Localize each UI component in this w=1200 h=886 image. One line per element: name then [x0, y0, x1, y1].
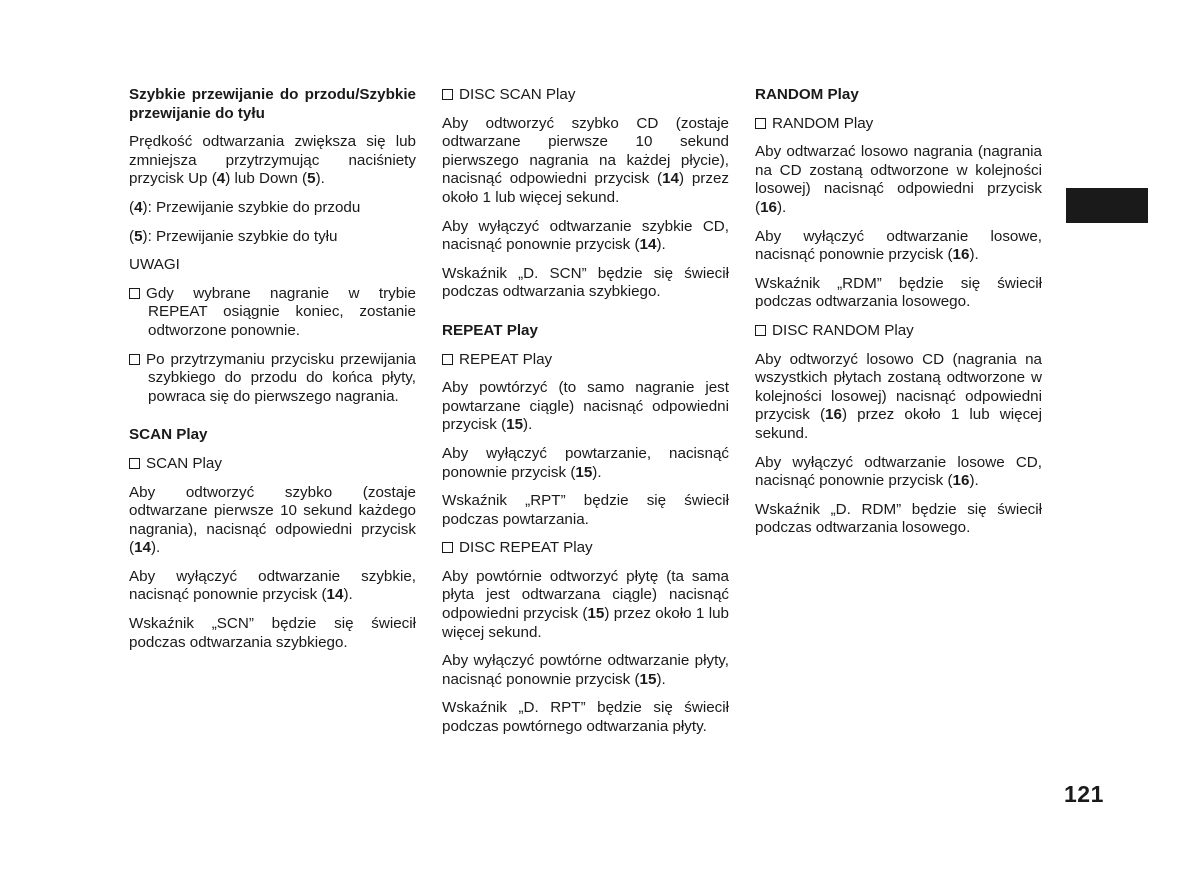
checkbox-bullet-icon	[755, 325, 766, 336]
bullet-text: Gdy wybrane nagranie w trybie REPEAT osiągnie koniec, zostanie odtworzone ponownie.	[146, 284, 416, 339]
paragraph: Aby wyłączyć odtwarzanie losowe CD, nacisnąć ponownie przycisk (16).	[755, 453, 1042, 490]
bullet-item	[129, 455, 416, 474]
paragraph: Aby wyłączyć odtwarzanie losowe, nacisnąć ponownie przycisk (16).	[755, 227, 1042, 264]
paragraph: Wskaźnik „SCN” będzie się świecił podczas odtwarzania szybkiego.	[129, 615, 416, 651]
paragraph: Prędkość odtwarzania zwiększa się lub zmniejsza przytrzymując naciśniety przycisk Up (4) lub Down (5).	[129, 133, 416, 188]
bullet-text: Po przytrzymaniu przycisku przewijania szybkiego do przodu do końca płyty, powraca się do pierwszego nagrania.	[146, 350, 416, 405]
paragraph: Aby wyłączyć powtarzanie, nacisnąć ponownie przycisk (15).	[442, 444, 729, 481]
checkbox-bullet-icon	[129, 354, 140, 365]
page-number: 121	[1064, 781, 1104, 807]
paragraph: Aby odtworzyć szybko CD (zostaje odtwarzane pierwsze 10 sekund pierwszego nagrania na każdej płycie), nacisnąć odpowiedni przycisk (14) przez około 1 lub więcej sekund.	[442, 114, 729, 206]
paragraph: Aby wyłączyć powtórne odtwarzanie płyty, nacisnąć ponownie przycisk (15).	[442, 652, 729, 688]
bullet-text: DISC REPEAT Play	[459, 539, 593, 557]
checkbox-bullet-icon	[442, 89, 453, 100]
paragraph: Wskaźnik „D. RPT” będzie się świecił podczas powtórnego odtwarzania płyty.	[442, 699, 729, 736]
checkbox-bullet-icon	[442, 354, 453, 365]
checkbox-bullet-icon	[442, 542, 453, 553]
paragraph: Aby odtwarzać losowo nagrania (nagrania na CD zostaną odtworzone w kolejności losowej) nacisnąć odpowiedni przycisk (16).	[755, 143, 1042, 216]
bullet-text: RANDOM Play	[772, 114, 874, 132]
paragraph: Aby wyłączyć odtwarzanie szybkie CD, nacisnąć ponownie przycisk (14).	[442, 217, 729, 254]
section-heading-scan-play: SCAN Play	[129, 426, 208, 444]
bullet-text: DISC SCAN Play	[459, 86, 576, 103]
paragraph: Wskaźnik „D. SCN” będzie się świecił podczas odtwarzania szybkiego.	[442, 264, 729, 301]
bullet-item	[442, 539, 729, 558]
chapter-tab-marker	[1066, 188, 1148, 223]
paragraph: Wskaźnik „D. RDM” będzie się świecił podczas odtwarzania losowego.	[755, 500, 1042, 537]
paragraph: (5): Przewijanie szybkie do tyłu	[129, 227, 338, 245]
column-2	[442, 86, 729, 747]
bullet-text: REPEAT Play	[459, 350, 553, 368]
bullet-item	[129, 351, 416, 407]
notes-label: UWAGI	[129, 256, 180, 274]
section-heading-random-play: RANDOM Play	[755, 86, 859, 103]
paragraph: Wskaźnik „RDM” będzie się świecił podczas odtwarzania losowego.	[755, 274, 1042, 311]
section-heading-fast-forward-rewind: Szybkie przewijanie do przodu/Szybkie przewijanie do tyłu	[129, 86, 416, 122]
paragraph: Wskaźnik „RPT” będzie się świecił podczas powtarzania.	[442, 492, 729, 528]
paragraph: Aby wyłączyć odtwarzanie szybkie, nacisnąć ponownie przycisk (14).	[129, 567, 416, 604]
paragraph: Aby powtórnie odtworzyć płytę (ta sama płyta jest odtwarzana ciągle) nacisnąć odpowiedni przycisk (15) przez około 1 lub więcej sekund.	[442, 567, 729, 641]
paragraph: Aby powtórzyć (to samo nagranie jest powtarzane ciągle) nacisnąć odpowiedni przycisk (15).	[442, 379, 729, 434]
checkbox-bullet-icon	[755, 118, 766, 129]
checkbox-bullet-icon	[129, 458, 140, 469]
bullet-item	[442, 351, 729, 370]
column-1	[129, 86, 416, 662]
paragraph: Aby odtworzyć losowo CD (nagrania na wszystkich płytach zostaną odtworzone w kolejności losowej) nacisnąć odpowiedni przycisk (16) przez około 1 lub więcej sekund.	[755, 350, 1042, 442]
bullet-text: DISC RANDOM Play	[772, 321, 914, 339]
section-heading-repeat-play: REPEAT Play	[442, 321, 538, 339]
bullet-item	[129, 285, 416, 341]
paragraph: (4): Przewijanie szybkie do przodu	[129, 198, 361, 216]
bullet-text: SCAN Play	[146, 454, 222, 472]
checkbox-bullet-icon	[129, 288, 140, 299]
bullet-item	[755, 322, 1042, 341]
paragraph: Aby odtworzyć szybko (zostaje odtwarzane pierwsze 10 sekund każdego nagrania), nacisnąć odpowiedni przycisk (14).	[129, 483, 416, 557]
bullet-item	[755, 115, 1042, 134]
column-3	[755, 86, 1042, 548]
bullet-item	[442, 86, 729, 105]
